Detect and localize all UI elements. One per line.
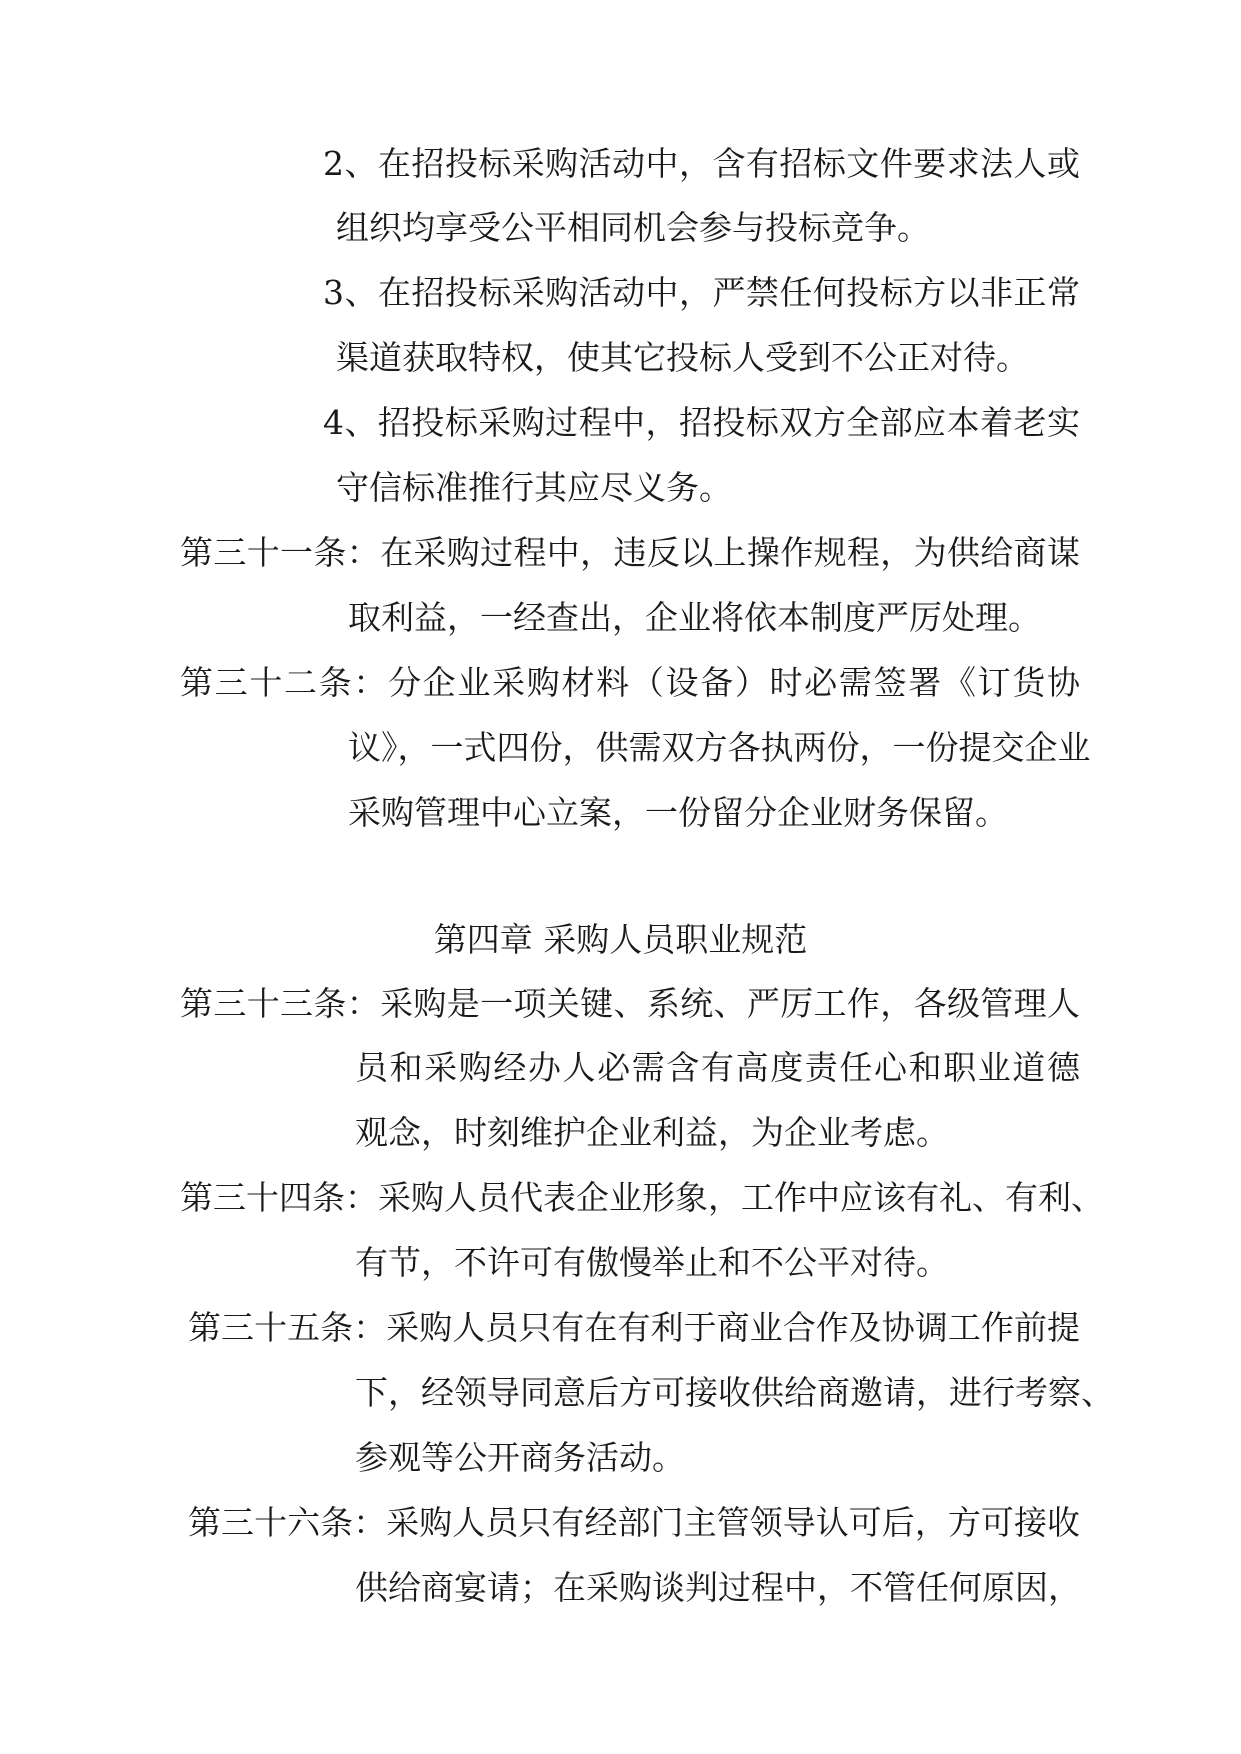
article-33-line-1: 第三十三条：采购是一项关键、系统、严厉工作，各级管理人 [180,984,1080,1023]
clause-4-line-1: 4、招投标采购过程中，招投标双方全部应本着老实 [323,403,1080,442]
article-32-line-3: 采购管理中心立案，一份留分企业财务保留。 [348,793,1008,832]
article-32-line-1: 第三十二条：分企业采购材料（设备）时必需签署《订货协 [180,663,1080,702]
article-36-line-2: 供给商宴请；在采购谈判过程中，不管任何原因， [355,1568,1081,1607]
clause-3-line-2: 渠道获取特权，使其它投标人受到不公正对待。 [336,338,1029,377]
article-32-line-2: 议》，一式四份，供需双方各执两份，一份提交企业 [348,728,1091,767]
article-35-line-1: 第三十五条：采购人员只有在有利于商业合作及协调工作前提 [188,1308,1080,1347]
article-33-line-2: 员和采购经办人必需含有高度责任心和职业道德 [355,1048,1080,1087]
article-31-line-2: 取利益，一经查出，企业将依本制度严厉处理。 [348,598,1041,637]
article-35-line-2: 下，经领导同意后方可接收供给商邀请，进行考察、 [355,1373,1114,1412]
article-34-line-1: 第三十四条：采购人员代表企业形象，工作中应该有礼、有利、 [180,1178,1104,1217]
clause-3-line-1: 3、在招投标采购活动中，严禁任何投标方以非正常 [323,273,1080,312]
clause-4-line-2: 守信标准推行其应尽义务。 [336,468,732,507]
article-33-line-3: 观念，时刻维护企业利益，为企业考虑。 [355,1113,949,1152]
article-35-line-3: 参观等公开商务活动。 [355,1438,685,1477]
clause-2-line-1: 2、在招投标采购活动中，含有招标文件要求法人或 [323,144,1080,183]
chapter-heading: 第四章 采购人员职业规范 [433,920,808,959]
article-31-line-1: 第三十一条：在采购过程中，违反以上操作规程，为供给商谋 [180,533,1080,572]
clause-2-line-2: 组织均享受公平相同机会参与投标竞争。 [336,208,930,247]
article-34-line-2: 有节，不许可有傲慢举止和不公平对待。 [355,1243,949,1282]
article-36-line-1: 第三十六条：采购人员只有经部门主管领导认可后，方可接收 [188,1503,1080,1542]
